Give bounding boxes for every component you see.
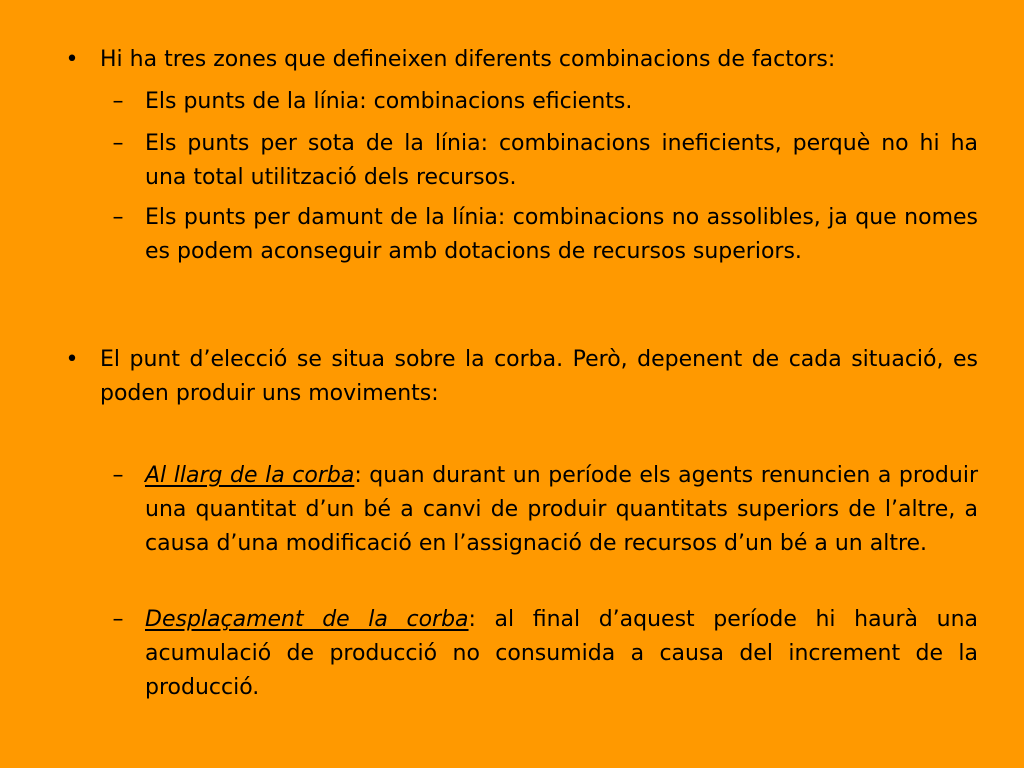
- bullet-marker: •: [65, 347, 79, 372]
- bullet-text: El punt d’elecció se situa sobre la corba. Però, depenent de cada situació, es poden produir uns moviments:: [100, 347, 978, 406]
- bullet-zones: [65, 43, 978, 77]
- sub-bullet-text: : al final d’aquest període hi haurà una acumulació de producció no consumida a causa del increment de la producció.: [145, 607, 978, 700]
- term-curve-shift: Desplaçament de la corba: [145, 607, 469, 632]
- dash-marker: –: [112, 607, 124, 632]
- sub-bullet-text: Els punts de la línia: combinacions eficients.: [145, 89, 633, 114]
- sub-bullet-text: : quan durant un període els agents renuncien a produir una quantitat d’un bé a canvi de produir quantitats superiors de l’altre, a causa d’una modificació en l’assignació de recursos d’un bé a un altre.: [145, 463, 978, 556]
- sub-bullet-along-curve: [112, 459, 978, 561]
- sub-bullet-text: Els punts per damunt de la línia: combinacions no assolibles, ja que nomes es podem aconseguir amb dotacions de recursos superiors.: [145, 205, 978, 264]
- bullet-marker: •: [65, 47, 79, 72]
- dash-marker: –: [112, 463, 124, 488]
- bullet-text: Hi ha tres zones que defineixen diferents combinacions de factors:: [100, 47, 836, 72]
- dash-marker: –: [112, 205, 124, 230]
- term-along-curve: Al llarg de la corba: [145, 463, 355, 488]
- bullet-choice-point: [65, 343, 978, 411]
- sub-bullet-curve-shift: [112, 603, 978, 705]
- sub-bullet-unattainable: [112, 201, 978, 269]
- sub-bullet-text: Els punts per sota de la línia: combinacions ineficients, perquè no hi ha una total utilització dels recursos.: [145, 131, 978, 190]
- sub-bullet-inefficient: [112, 127, 978, 195]
- dash-marker: –: [112, 131, 124, 156]
- dash-marker: –: [112, 89, 124, 114]
- sub-bullet-efficient: [112, 85, 978, 119]
